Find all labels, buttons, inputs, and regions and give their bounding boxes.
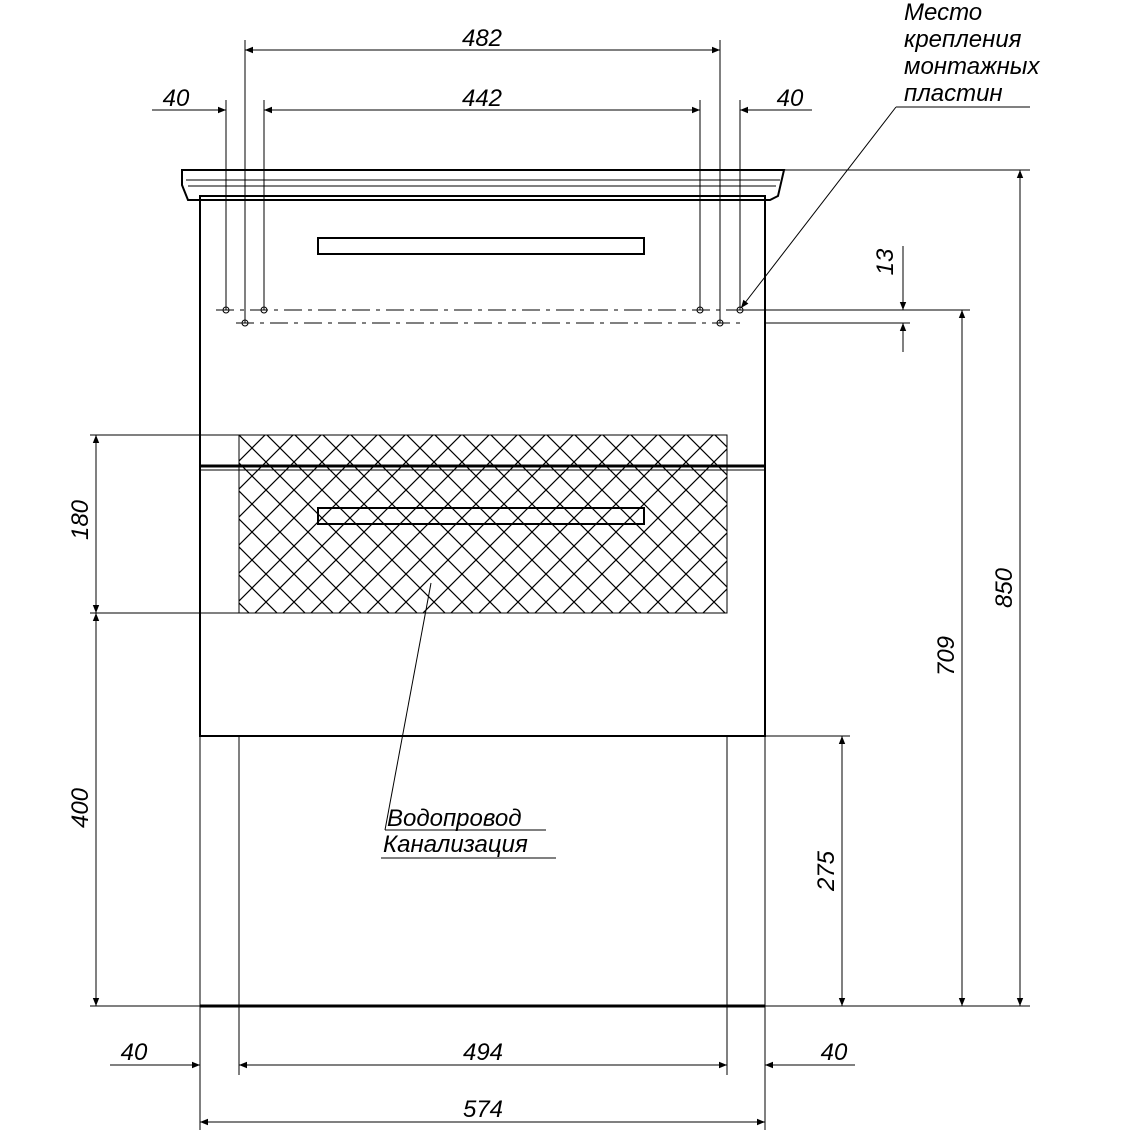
svg-text:709: 709 xyxy=(933,635,960,677)
cabinet-legs xyxy=(200,736,765,1075)
svg-text:275: 275 xyxy=(813,850,840,892)
dim-482-label: 482 xyxy=(461,25,503,52)
svg-text:Водопровод: Водопровод xyxy=(387,805,522,832)
dim-top-right-40-label: 40 xyxy=(776,85,804,112)
dim-top-left-40-label: 40 xyxy=(162,85,190,112)
svg-text:40: 40 xyxy=(820,1039,848,1066)
utilities-note xyxy=(381,583,556,858)
pipe-zone xyxy=(239,435,727,613)
mount-holes xyxy=(216,307,760,326)
svg-text:574: 574 xyxy=(462,1096,504,1123)
svg-text:180: 180 xyxy=(67,499,94,541)
svg-text:крепления: крепления xyxy=(904,26,1022,53)
dim-850 xyxy=(765,170,1030,1006)
svg-text:494: 494 xyxy=(462,1039,504,1066)
svg-text:13: 13 xyxy=(872,248,899,276)
svg-text:Канализация: Канализация xyxy=(383,831,528,858)
svg-text:850: 850 xyxy=(991,567,1018,609)
svg-text:40: 40 xyxy=(120,1039,148,1066)
top-drawer-handle xyxy=(318,238,644,254)
svg-text:монтажных: монтажных xyxy=(904,53,1040,80)
dim-275 xyxy=(765,736,850,1006)
top-extension-lines xyxy=(226,40,740,323)
svg-text:пластин: пластин xyxy=(904,80,1003,107)
svg-text:400: 400 xyxy=(67,787,94,829)
svg-text:Место: Место xyxy=(904,0,983,26)
dim-442-label: 442 xyxy=(461,85,503,112)
dim-709 xyxy=(910,310,970,1006)
dim-180-400 xyxy=(67,435,239,1006)
dim-bottom xyxy=(110,1010,855,1130)
